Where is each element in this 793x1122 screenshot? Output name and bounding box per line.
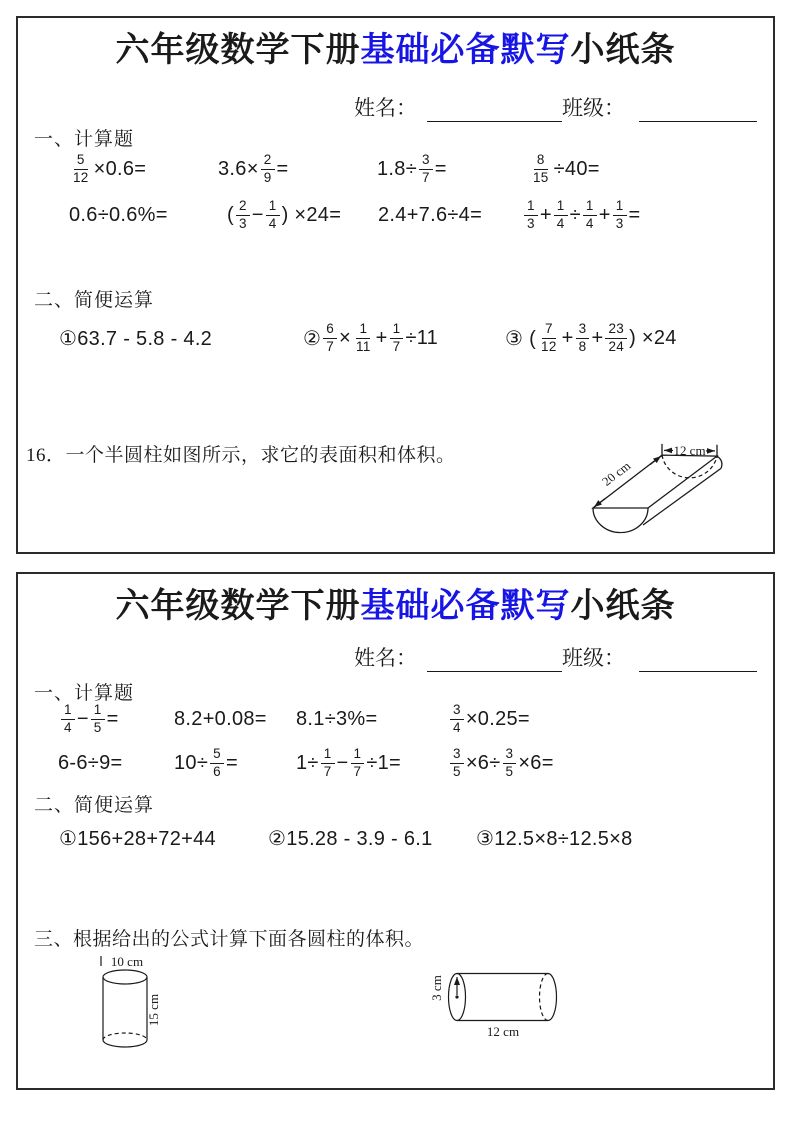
question-16-text: 16．一个半圆柱如图所示，求它的表面积和体积。 <box>26 445 456 466</box>
fraction: $\frac{2}{3}$ <box>236 199 250 230</box>
expression-text: 2.4+7.6÷4= <box>378 203 483 226</box>
expression-text: − <box>251 203 264 226</box>
expression-text: + <box>375 326 388 349</box>
fraction: $\frac{3}{5}$ <box>503 747 517 778</box>
section-2-heading: 二、简便运算 <box>34 795 155 816</box>
expression-text: − <box>76 707 89 730</box>
page-title <box>18 584 773 628</box>
class-blank <box>639 649 757 672</box>
fraction: $\frac{23}{24}$ <box>605 322 627 353</box>
fraction: $\frac{7}{12}$ <box>541 321 557 354</box>
math-problem <box>174 699 267 739</box>
expression-text: 8.1÷3%= <box>296 707 378 730</box>
class-blank <box>639 99 757 122</box>
fraction: $\frac{8}{15}$ <box>533 152 549 185</box>
name-label: 姓名： <box>354 646 417 670</box>
page-title <box>18 28 773 72</box>
math-problem <box>528 149 600 189</box>
expression-text: = <box>106 707 119 730</box>
math-problem <box>227 195 341 235</box>
title-part-tail: 小纸条 <box>570 31 676 69</box>
math-problem <box>218 149 288 189</box>
expression-text: ) ×24 <box>629 326 677 349</box>
center-dot <box>455 995 458 998</box>
fraction: $\frac{1}{5}$ <box>91 703 105 734</box>
fraction: $\frac{3}{5}$ <box>450 747 464 778</box>
name-class-line <box>354 642 757 672</box>
fraction: $\frac{3}{7}$ <box>419 153 433 184</box>
class-label: 班级： <box>562 646 625 670</box>
expression-text: + <box>561 326 574 349</box>
expression-text: ①156+28+72+44 <box>59 827 216 850</box>
class-label: 班级： <box>562 96 625 120</box>
expression-text: 1.8÷ <box>377 157 417 180</box>
fraction: $\frac{5}{12}$ <box>73 152 89 185</box>
expression-text: = <box>434 157 447 180</box>
fraction: $\frac{1}{4}$ <box>61 703 75 734</box>
expression-text: + <box>539 203 552 226</box>
section-3-heading: 三、根据给出的公式计算下面各圆柱的体积。 <box>34 929 425 950</box>
expression-text: = <box>276 157 289 180</box>
math-problem <box>68 149 146 189</box>
expression-text: + <box>598 203 611 226</box>
math-problem <box>505 318 677 358</box>
fraction: $\frac{1}{3}$ <box>524 199 538 230</box>
expression-text: ②15.28 - 3.9 - 6.1 <box>268 827 433 850</box>
fraction: $\frac{1}{3}$ <box>613 199 627 230</box>
math-problem <box>268 818 433 858</box>
expression-text: ③ ( <box>505 327 537 350</box>
math-problem <box>378 195 482 235</box>
expression-text: 8.2+0.08= <box>174 707 267 730</box>
expression-text: ③12.5×8÷12.5×8 <box>476 827 633 850</box>
fraction: $\frac{3}{4}$ <box>450 703 464 734</box>
math-problem <box>448 743 554 783</box>
math-problem <box>303 318 438 358</box>
fraction: $\frac{1}{7}$ <box>351 747 365 778</box>
fraction: $\frac{1}{4}$ <box>554 199 568 230</box>
expression-text: ÷40= <box>553 157 600 180</box>
expression-text: 1÷ <box>296 751 319 774</box>
expression-text: = <box>628 203 641 226</box>
math-problem <box>476 818 633 858</box>
horizontal-cylinder-figure <box>430 958 580 1046</box>
length-label: 12 cm <box>486 1024 520 1039</box>
section-1-heading: 一、计算题 <box>34 129 135 150</box>
far-cap-rim <box>717 456 722 468</box>
vertical-cylinder-figure <box>95 950 170 1058</box>
math-problem <box>377 149 447 189</box>
expression-text: ) ×24= <box>281 203 342 226</box>
cylinder-sides <box>103 977 147 1040</box>
fraction: $\frac{1}{7}$ <box>321 747 335 778</box>
bottom-hidden-arc <box>103 1033 147 1040</box>
expression-text: ② <box>303 327 322 350</box>
right-cap-hidden-arc <box>540 974 548 1021</box>
title-part-blue: 基础必备默写 <box>360 31 571 69</box>
title-part-tail: 小纸条 <box>570 587 676 625</box>
worksheet-panel-2 <box>16 572 775 1090</box>
section-2-heading: 二、简便运算 <box>34 290 155 311</box>
expression-text: 3.6× <box>218 157 259 180</box>
expression-text: ×6= <box>518 751 554 774</box>
worksheet-panel-1 <box>16 16 775 554</box>
diameter-label: 10 cm <box>110 954 144 969</box>
front-semicircle <box>593 508 648 533</box>
expression-text: ÷11 <box>405 326 439 349</box>
name-blank <box>427 99 562 122</box>
name-label: 姓名： <box>354 96 417 120</box>
expression-text: ( <box>227 203 234 226</box>
expression-text: ÷1= <box>366 751 401 774</box>
fraction: $\frac{5}{6}$ <box>210 747 224 778</box>
math-problem <box>59 818 216 858</box>
math-problem <box>174 743 238 783</box>
fraction: $\frac{6}{7}$ <box>323 322 337 353</box>
fraction: $\frac{1}{11}$ <box>356 321 371 354</box>
expression-text: = <box>225 751 238 774</box>
expression-text: ×6÷ <box>465 751 501 774</box>
fraction: $\frac{1}{7}$ <box>390 322 404 353</box>
math-problem <box>69 195 168 235</box>
half-cylinder-figure <box>565 424 780 542</box>
math-problem <box>448 699 530 739</box>
math-problem <box>296 743 401 783</box>
expression-text: ①63.7 - 5.8 - 4.2 <box>59 327 213 350</box>
section-1-heading: 一、计算题 <box>34 683 135 704</box>
expression-text: 10÷ <box>174 751 209 774</box>
top-ellipse <box>103 970 147 984</box>
expression-text: + <box>591 326 604 349</box>
right-cap-outer-arc <box>548 974 556 1021</box>
expression-text: 6-6÷9= <box>58 751 123 774</box>
expression-text: ×0.25= <box>465 707 530 730</box>
fraction: $\frac{2}{9}$ <box>261 153 275 184</box>
radius-label: 3 cm <box>429 975 444 1001</box>
title-part-black: 六年级数学下册 <box>115 31 361 69</box>
expression-text: 0.6÷0.6%= <box>69 203 168 226</box>
math-problem <box>59 318 212 358</box>
title-part-blue: 基础必备默写 <box>360 587 571 625</box>
math-problem <box>296 699 377 739</box>
height-label: 15 cm <box>146 993 161 1027</box>
name-blank <box>427 649 562 672</box>
fraction: $\frac{1}{4}$ <box>583 199 597 230</box>
expression-text: × <box>339 326 352 349</box>
expression-text: ×0.6= <box>93 157 147 180</box>
cylinder-sides <box>457 974 548 1021</box>
diameter-label: 12 cm <box>673 444 706 459</box>
math-problem <box>58 743 123 783</box>
math-problem <box>522 195 640 235</box>
fraction: $\frac{1}{4}$ <box>266 199 280 230</box>
expression-text: − <box>336 751 349 774</box>
bottom-front-arc <box>103 1040 147 1047</box>
fraction: $\frac{3}{8}$ <box>576 322 590 353</box>
title-part-black: 六年级数学下册 <box>115 587 361 625</box>
expression-text: ÷ <box>569 203 581 226</box>
length-label: 20 cm <box>599 459 634 489</box>
name-class-line <box>354 92 757 122</box>
math-problem <box>59 699 119 739</box>
